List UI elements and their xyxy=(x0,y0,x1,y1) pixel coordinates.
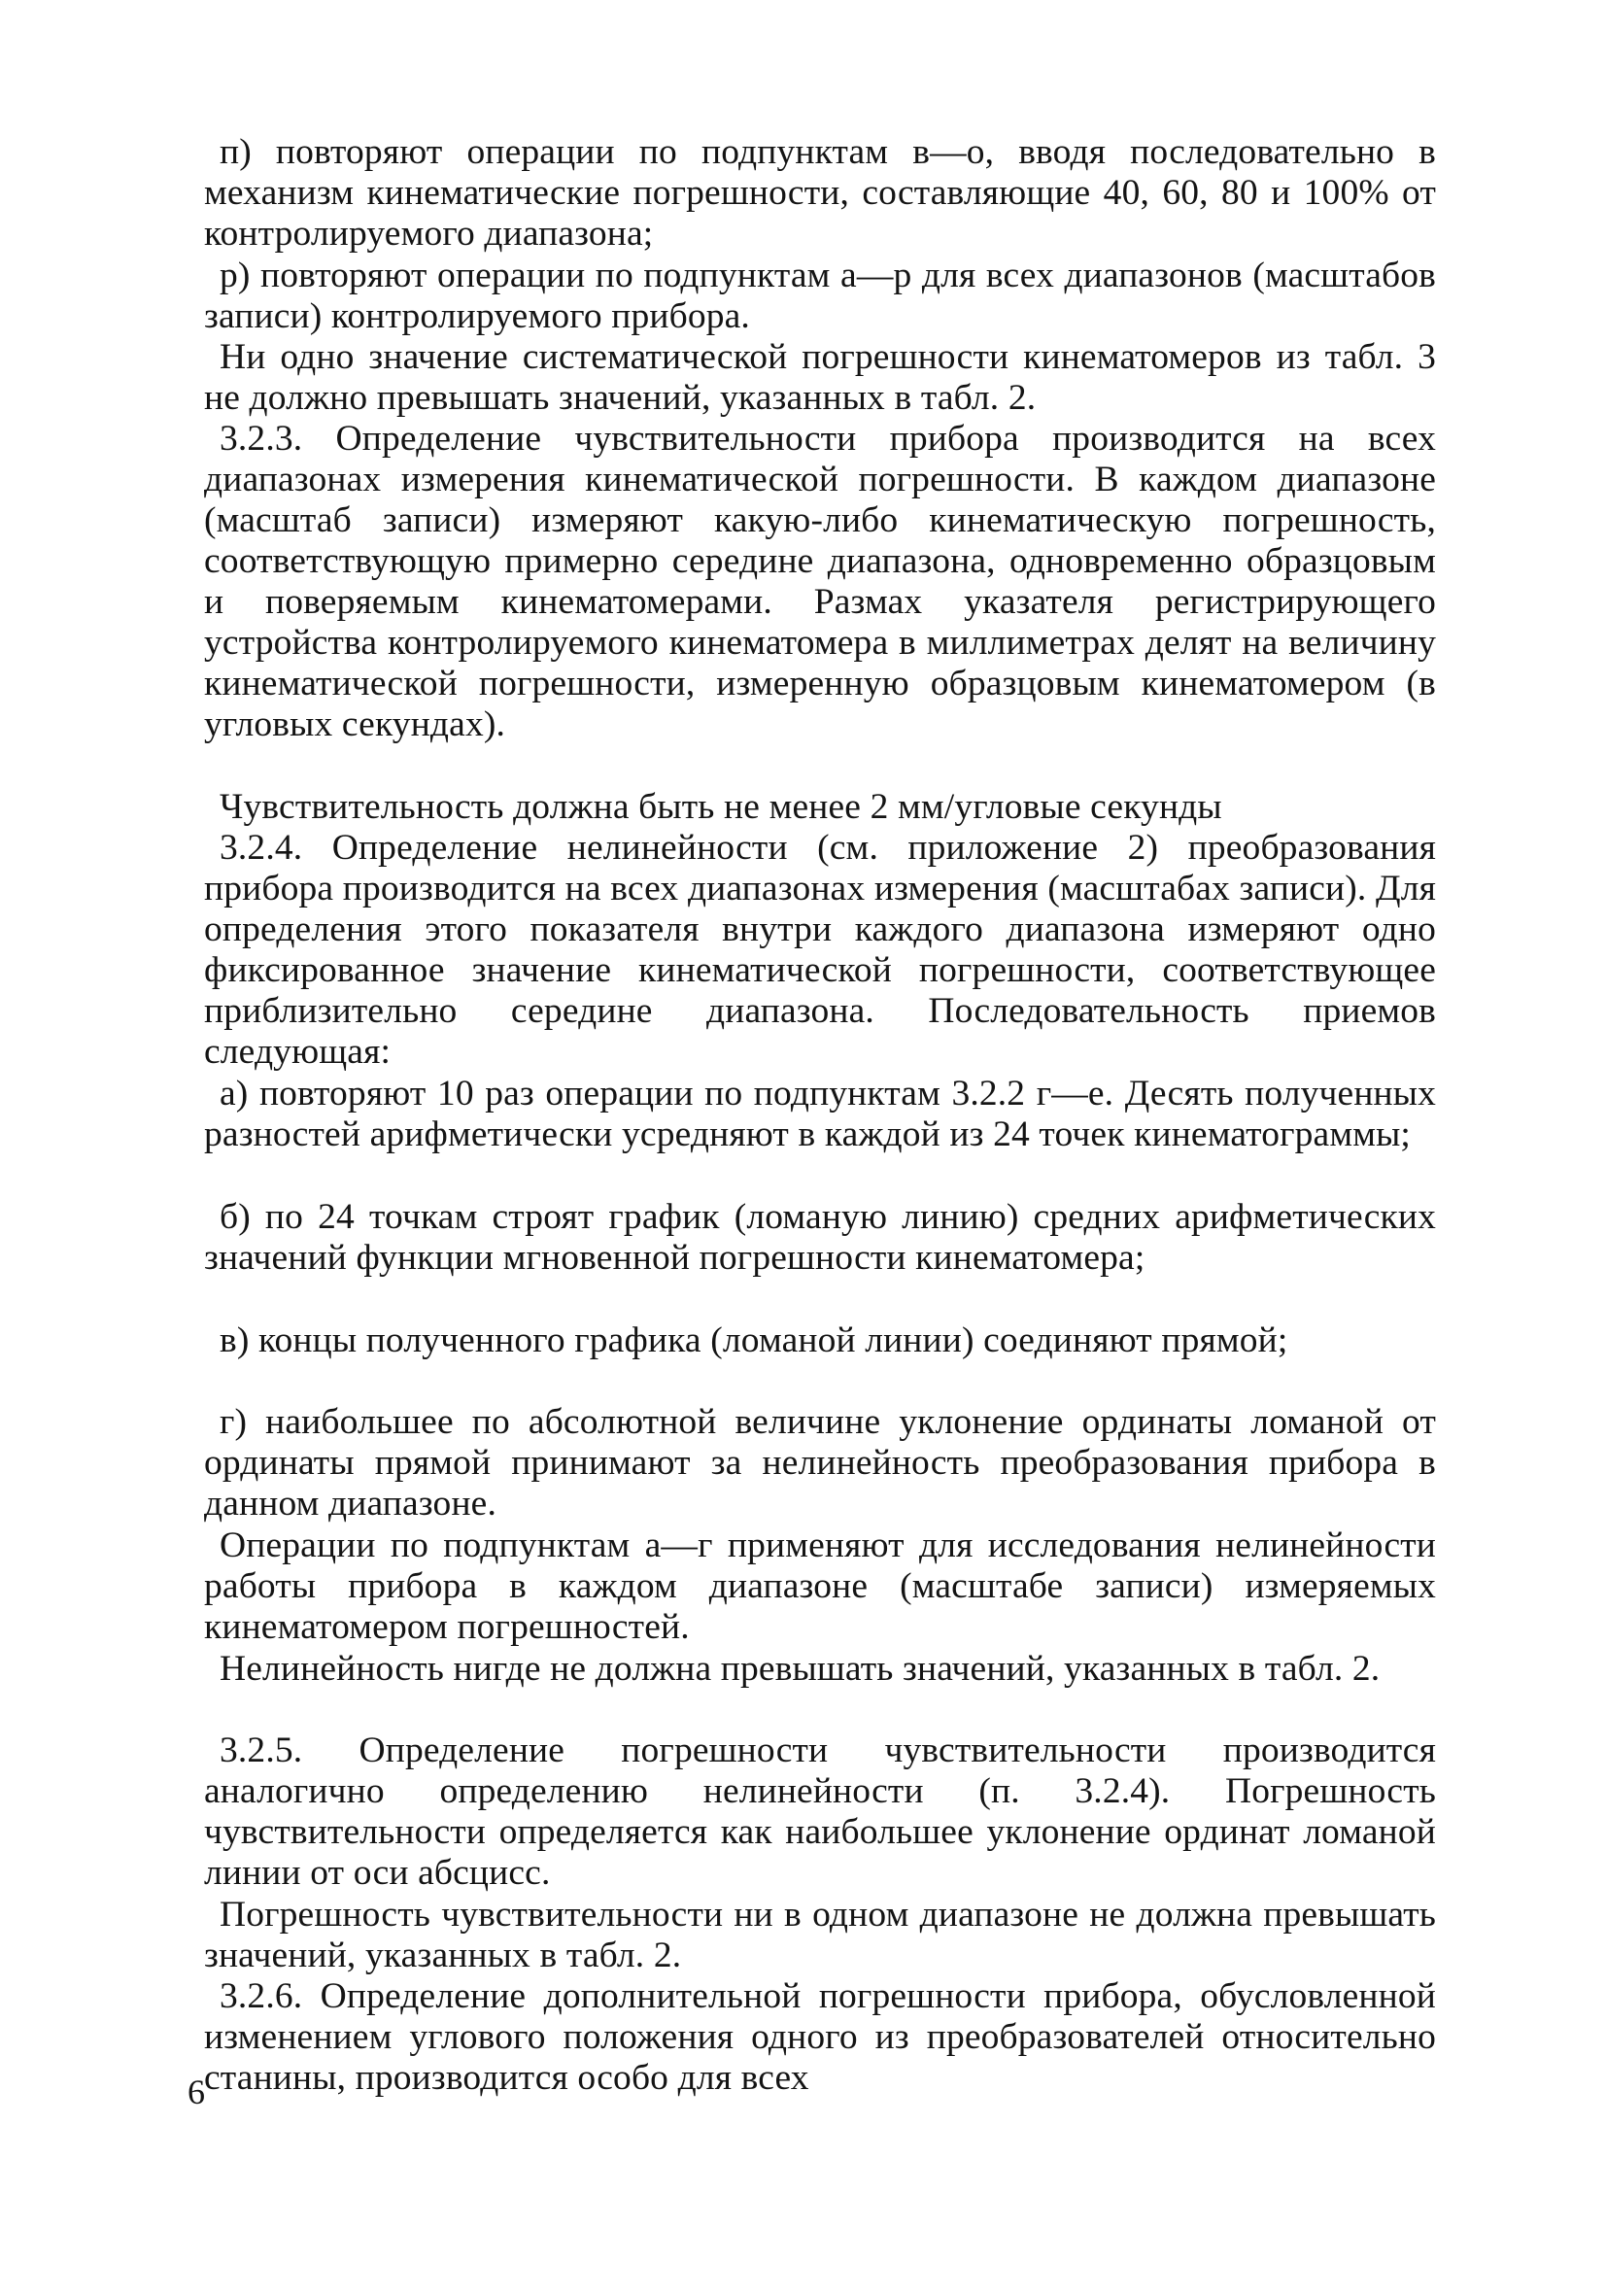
paragraph-sensitivity: Чувствительность должна быть не менее 2 мм/угловые секунды xyxy=(220,787,1222,827)
paragraph-3-2-4: 3.2.4. Определение нелинейности (см. приложение 2) преобразования прибора производится на всех диапазонах измерения (масштабах записи). Для определения этого показателя внутри каждого диапазона измеряют одно фиксированное значение кинематической погрешности, соответствующее приблизительно середине диапазона. Последовательность приемов следующая: xyxy=(204,828,1436,1072)
paragraph-g: г) наибольшее по абсолютной величине уклонение ординаты ломаной от ординаты прямой принимают за нелинейность преобразования прибора в данном диапазоне. xyxy=(204,1402,1436,1524)
paragraph-p: п) повторяют операции по подпунктам в—о, вводя последовательно в механизм кинематические погрешности, составляющие 40, 60, 80 и 100% от контролируемого диапазона; xyxy=(204,132,1436,254)
paragraph-a: а) повторяют 10 раз операции по подпунктам 3.2.2 г—е. Десять полученных разностей арифметически усредняют в каждой из 24 точек кинематограммы; xyxy=(204,1074,1436,1154)
paragraph-3-2-5: 3.2.5. Определение погрешности чувствительности производится аналогично определению нелинейности (п. 3.2.4). Погрешность чувствительности определяется как наибольшее уклонение ординат ломаной линии от оси абсцисс. xyxy=(204,1731,1436,1893)
paragraph-3-2-3: 3.2.3. Определение чувствительности прибора производится на всех диапазонах измерения кинематической погрешности. В каждом диапазоне (масштаб записи) измеряют какую-либо кинематическую погрешность, соответствующую примерно середине диапазона, одновременно образцовым и поверяемым кинематомерами. Размах указателя регистрирующего устройства контролируемого кинематомера в миллиметрах делят на величину кинематической погрешности, измеренную образцовым кинематомером (в угловых секундах). xyxy=(204,419,1436,744)
paragraph-systematic-error: Ни одно значение систематической погрешности кинематомеров из табл. 3 не должно превышать значений, указанных в табл. 2. xyxy=(204,337,1436,418)
paragraph-b: б) по 24 точкам строят график (ломаную линию) средних арифметических значений функции мгновенной погрешности кинематомера; xyxy=(204,1197,1436,1278)
paragraph-operations-a-g: Операции по подпунктам а—г применяют для исследования нелинейности работы прибора в каждом диапазоне (масштабе записи) измеряемых кинематомером погрешностей. xyxy=(204,1525,1436,1647)
paragraph-v: в) концы полученного графика (ломаной линии) соединяют прямой; xyxy=(220,1320,1288,1360)
paragraph-sensitivity-error-limit: Погрешность чувствительности ни в одном диапазоне не должна превышать значений, указанных в табл. 2. xyxy=(204,1895,1436,1975)
paragraph-nonlinearity-limit: Нелинейность нигде не должна превышать значений, указанных в табл. 2. xyxy=(220,1649,1381,1689)
paragraph-3-2-6: 3.2.6. Определение дополнительной погрешности прибора, обусловленной изменением углового положения одного из преобразователей относительно станины, производится особо для всех xyxy=(204,1976,1436,2098)
paragraph-r: р) повторяют операции по подпунктам а—р для всех диапазонов (масштабов записи) контролируемого прибора. xyxy=(204,256,1436,336)
page-number: 6 xyxy=(188,2073,205,2111)
